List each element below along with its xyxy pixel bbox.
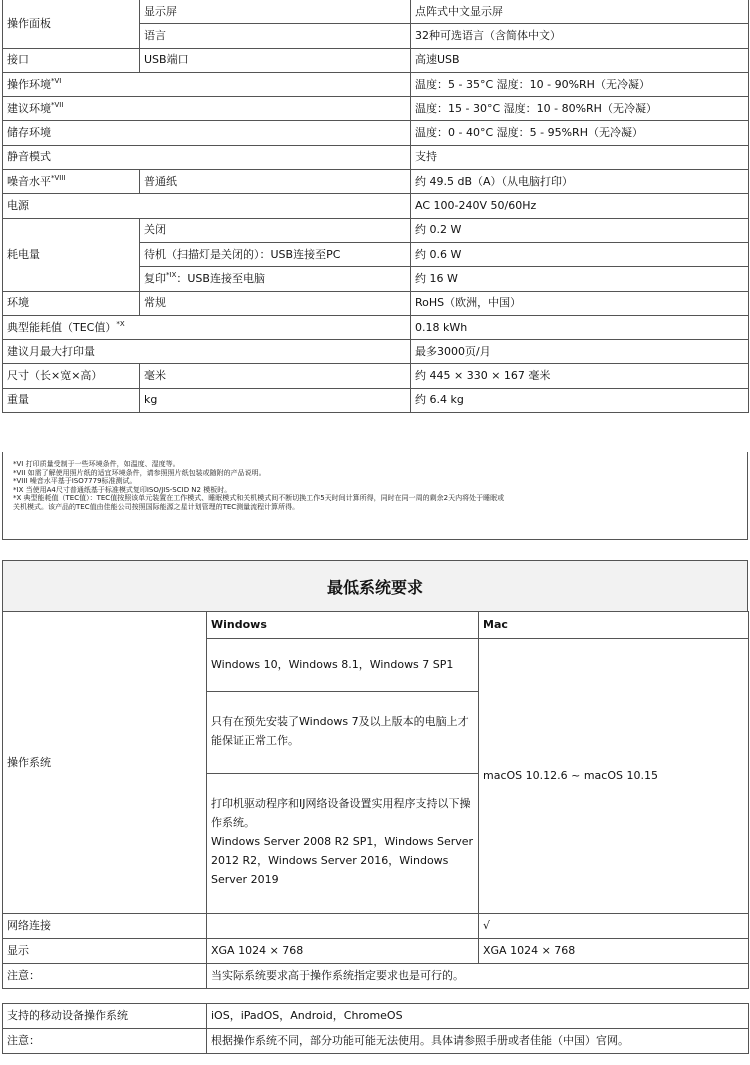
spec-value: 约 445 × 330 × 167 毫米 <box>411 364 749 388</box>
spec-key: 普通纸 <box>140 170 411 194</box>
table-row <box>3 121 749 145</box>
footnote-line: *IX 当使用A4尺寸普通纸基于标准模式复印ISO/JIS-SCID N2 模板时。 <box>13 485 232 494</box>
spec-label-environment: 环境 <box>3 291 140 315</box>
spec-label-noise: 噪音水平$^{*VIII}$ <box>3 170 140 194</box>
spec-label-quiet-mode: 静音模式 <box>3 145 411 169</box>
spec-value: 最多3000页/月 <box>411 340 749 364</box>
table-row <box>3 364 749 388</box>
spec-value: 支持 <box>411 145 749 169</box>
table-row <box>3 1029 749 1054</box>
table-row <box>3 145 749 169</box>
spec-label-operating-env: 操作环境$^{*VI}$ <box>3 72 411 96</box>
table-row <box>3 97 749 121</box>
mobile-os-label: 支持的移动设备操作系统 <box>3 1004 207 1029</box>
display-mac: XGA 1024 × 768 <box>479 939 749 964</box>
spec-value: 约 0.2 W <box>411 218 749 242</box>
network-windows <box>207 914 479 939</box>
spec-value: 约 49.5 dB（A）（从电脑打印） <box>411 170 749 194</box>
footnote-line: 关机模式。该产品的TEC值由佳能公司按照国际能源之星计划管理的TEC测量流程计算所得。 <box>13 502 300 511</box>
spec-label-interface: 接口 <box>3 48 140 72</box>
table-row <box>3 291 749 315</box>
spec-key: USB端口 <box>140 48 411 72</box>
footnote-ref: *VIII <box>51 173 66 182</box>
mac-header: Mac <box>479 612 749 639</box>
spec-label-weight: 重量 <box>3 388 140 412</box>
mobile-note-label: 注意： <box>3 1029 207 1054</box>
spec-value: 32种可选语言（含简体中文） <box>411 24 749 48</box>
spec-value: AC 100-240V 50/60Hz <box>411 194 749 218</box>
spec-key: 语言 <box>140 24 411 48</box>
spec-label-consumption: 耗电量 <box>3 218 140 291</box>
spec-value: 约 0.6 W <box>411 242 749 266</box>
spec-label-panel: 操作面板 <box>3 0 140 48</box>
table-row <box>3 939 749 964</box>
footnote-line: *VIII 噪音水平基于ISO7779标准测试。 <box>13 477 137 485</box>
footnote-ref: *VI <box>51 76 62 85</box>
table-row <box>3 340 749 364</box>
system-requirements-table <box>2 611 749 989</box>
windows-server-support: 打印机驱动程序和IJ网络设备设置实用程序支持以下操作系统。 Windows Server 2008 R2 SP1，Windows Server 2012 R2，Windows Server 2016，Windows Server 2019 <box>207 774 479 914</box>
table-row <box>3 48 749 72</box>
display-windows: XGA 1024 × 768 <box>207 939 479 964</box>
table-row <box>3 0 749 24</box>
spec-value: 温度：15 - 30°C 湿度：10 - 80%RH（无冷凝） <box>411 97 749 121</box>
system-note-label: 注意： <box>3 964 207 989</box>
spec-label-storage-env: 储存环境 <box>3 121 411 145</box>
mobile-note-text: 根据操作系统不同，部分功能可能无法使用。具体请参照手册或者佳能（中国）官网。 <box>207 1029 749 1054</box>
spec-value: 0.18 kWh <box>411 315 749 339</box>
mobile-os-value: iOS，iPadOS，Android，ChromeOS <box>207 1004 749 1029</box>
mac-versions: macOS 10.12.6 ~ macOS 10.15 <box>479 639 749 914</box>
table-row <box>3 964 749 989</box>
spec-key: 常规 <box>140 291 411 315</box>
spec-value: 约 6.4 kg <box>411 388 749 412</box>
footnote-line: *X 典型能耗值（TEC值）：TEC值按照该单元装置在工作模式、睡眠模式和关机模式间不断切换工作5天时间计算所得，同时在同一周的剩余2天内将处于睡眠或 <box>13 494 505 502</box>
spec-value: 高速USB <box>411 48 749 72</box>
table-row <box>3 194 749 218</box>
network-mac: √ <box>479 914 749 939</box>
windows-header: Windows <box>207 612 479 639</box>
table-row <box>3 218 749 242</box>
spec-key: 显示屏 <box>140 0 411 24</box>
spec-value: 约 16 W <box>411 267 749 291</box>
spec-label-power: 电源 <box>3 194 411 218</box>
table-row <box>3 1004 749 1029</box>
system-note-text: 当实际系统要求高于操作系统指定要求也是可行的。 <box>207 964 749 989</box>
table-row <box>3 388 749 412</box>
windows-versions: Windows 10，Windows 8.1，Windows 7 SP1 <box>207 639 479 692</box>
spec-label-recommended-env: 建议环境$^{*VII}$ <box>3 97 411 121</box>
spec-label-tec: 典型能耗值（TEC值）$^{*X}$ <box>3 315 411 339</box>
table-row <box>3 72 749 96</box>
spec-label-monthly-volume: 建议月最大打印量 <box>3 340 411 364</box>
spec-value: 点阵式中文显示屏 <box>411 0 749 24</box>
table-row <box>3 612 749 639</box>
display-label: 显示 <box>3 939 207 964</box>
spec-table <box>2 0 749 413</box>
spec-key: 关闭 <box>140 218 411 242</box>
spec-value: 温度：5 - 35°C 湿度：10 - 90%RH（无冷凝） <box>411 72 749 96</box>
system-requirements-title: 最低系统要求 <box>2 560 748 611</box>
footnote-line: *VII 如需了解使用照片纸的适宜环境条件，请参照照片纸包装或随附的产品说明。 <box>13 468 266 477</box>
spec-key: 待机（扫描灯是关闭的）：USB连接至PC <box>140 242 411 266</box>
table-row <box>3 315 749 339</box>
table-row <box>3 170 749 194</box>
spec-value: RoHS（欧洲，中国） <box>411 291 749 315</box>
spec-label-size: 尺寸（长×宽×高） <box>3 364 140 388</box>
spec-value: 温度：0 - 40°C 湿度：5 - 95%RH（无冷凝） <box>411 121 749 145</box>
network-label: 网络连接 <box>3 914 207 939</box>
windows-note: 只有在预先安装了Windows 7及以上版本的电脑上才能保证正常工作。 <box>207 692 479 774</box>
spec-key: 毫米 <box>140 364 411 388</box>
footnotes <box>2 452 748 540</box>
footnote-ref: *IX <box>166 270 177 279</box>
footnote-ref: *VII <box>51 100 64 109</box>
footnote-line: *VI 打印质量受制于一些环境条件，如温度、湿度等。 <box>13 460 180 468</box>
footnote-ref: *X <box>116 319 125 328</box>
mobile-os-table <box>2 1003 749 1054</box>
os-label: 操作系统 <box>3 612 207 914</box>
spec-key: kg <box>140 388 411 412</box>
table-row <box>3 914 749 939</box>
spec-key: 复印$^{*IX}$：USB连接至电脑 <box>140 267 411 291</box>
